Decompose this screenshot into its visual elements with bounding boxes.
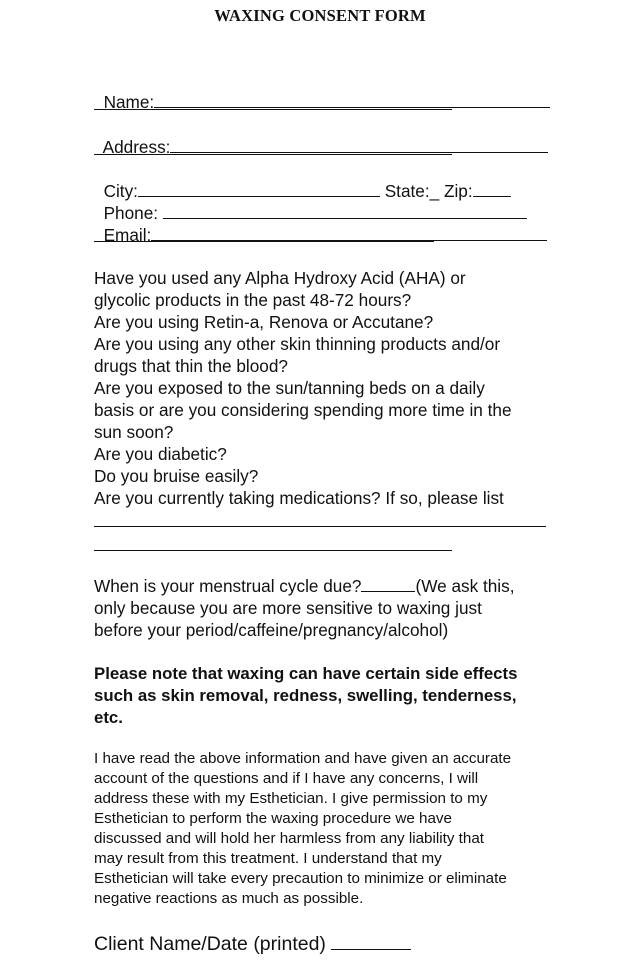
city-label: City: — [103, 181, 138, 201]
address-label: Address: — [102, 137, 171, 157]
address-field[interactable] — [170, 136, 548, 153]
menstrual-line — [94, 575, 515, 597]
menstrual-line: before your period/caffeine/pregnancy/alcohol) — [94, 620, 449, 640]
side-effects-note: etc. — [94, 708, 123, 727]
medications-field[interactable] — [94, 526, 546, 527]
question-line: sun soon? — [94, 422, 174, 442]
client-name-field[interactable] — [331, 930, 411, 950]
question-line: Do you bruise easily? — [94, 466, 259, 486]
client-name-label: Client Name/Date (printed) — [94, 933, 326, 955]
address-field-continuation[interactable] — [94, 154, 452, 155]
name-row — [94, 69, 550, 113]
medications-field-continuation[interactable] — [94, 550, 452, 551]
email-row — [94, 202, 547, 246]
form-title: WAXING CONSENT FORM — [214, 6, 426, 25]
question-line: drugs that thin the blood? — [94, 356, 288, 376]
menstrual-question: When is your menstrual cycle due? — [94, 576, 362, 596]
question-line: Are you diabetic? — [94, 444, 227, 464]
question-line: Have you used any Alpha Hydroxy Acid (AHA) or — [94, 268, 466, 288]
menstrual-line: only because you are more sensitive to waxing just — [94, 598, 482, 618]
name-field-continuation[interactable] — [94, 109, 452, 110]
client-name-row — [94, 930, 411, 957]
question-line: Are you currently taking medications? If so, please list — [94, 488, 504, 508]
consent-line: may result from this treatment. I understand that my — [94, 850, 442, 867]
menstrual-note: (We ask this, — [415, 576, 515, 596]
email-field-continuation[interactable] — [94, 241, 434, 242]
consent-line: I have read the above information and have given an accurate — [94, 750, 512, 767]
question-line: basis or are you considering spending more time in the — [94, 400, 512, 420]
question-line: Are you using Retin-a, Renova or Accutane? — [94, 312, 434, 332]
consent-line: discussed and will hold her harmless from any liability that — [94, 830, 484, 847]
question-line: Are you using any other skin thinning products and/or — [94, 334, 501, 354]
zip-label: Zip: — [443, 181, 473, 201]
phone-label: Phone: — [103, 203, 159, 223]
menstrual-field[interactable] — [361, 575, 415, 592]
side-effects-note: such as skin removal, redness, swelling, tenderness, — [94, 686, 517, 705]
consent-line: Esthetician to perform the waxing procedure we have — [94, 810, 452, 827]
consent-line: address these with my Esthetician. I give permission to my — [94, 790, 488, 807]
consent-line: negative reactions as much as possible. — [94, 890, 364, 907]
question-line: Are you exposed to the sun/tanning beds on a daily — [94, 378, 485, 398]
email-label: Email: — [103, 225, 152, 245]
side-effects-note: Please note that waxing can have certain side effects — [94, 664, 518, 683]
consent-line: Esthetician will take every precaution to minimize or eliminate — [94, 870, 507, 887]
name-label: Name: — [103, 92, 155, 112]
consent-line: account of the questions and if I have any concerns, I will — [94, 770, 479, 787]
address-row — [94, 114, 548, 158]
state-label: State:_ — [384, 181, 440, 201]
question-line: glycolic products in the past 48-72 hours? — [94, 290, 412, 310]
name-field[interactable] — [154, 91, 550, 108]
email-field[interactable] — [151, 224, 547, 241]
